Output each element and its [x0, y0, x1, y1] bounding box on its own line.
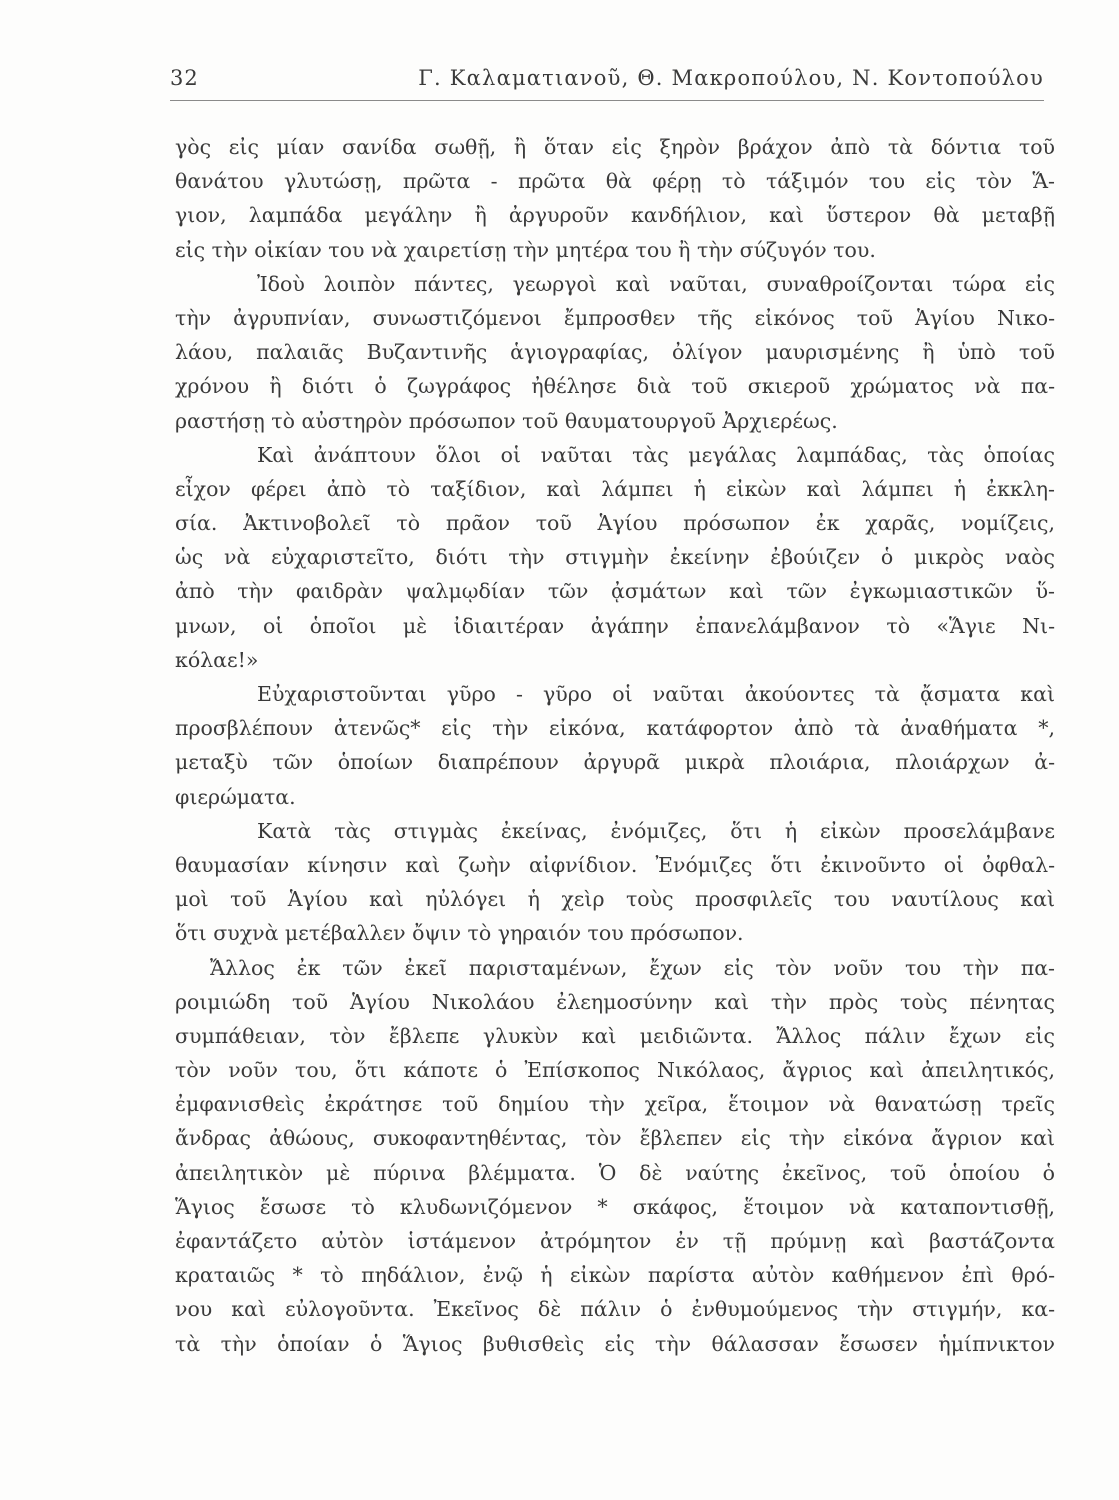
text-line: ἐμφανισθεὶς ἐκράτησε τοῦ δημίου τὴν χεῖρα, ἕτοιμον νὰ θανατώσῃ τρεῖς [175, 1092, 1055, 1117]
running-head: Γ. Καλαματιανοῦ, Θ. Μακροπούλου, Ν. Κοντοπούλου [418, 66, 1044, 90]
text-line: νου καὶ εὐλογοῦντα. Ἐκεῖνος δὲ πάλιν ὁ ἐνθυμούμενος τὴν στιγμήν, κα- [175, 1297, 1055, 1322]
text-line: φιερώματα. [175, 784, 296, 809]
text-line: θαυμασίαν κίνησιν καὶ ζωὴν αἰφνίδιον. Ἐνόμιζες ὅτι ἐκινοῦντο οἱ ὀφθαλ- [175, 852, 1055, 877]
page-header [170, 66, 1044, 96]
text-line: ἄνδρας ἀθώους, συκοφαντηθέντας, τὸν ἔβλεπεν εἰς τὴν εἰκόνα ἄγριον καὶ [175, 1126, 1055, 1151]
page-number: 32 [170, 66, 199, 90]
text-line: προσβλέπουν ἀτενῶς* εἰς τὴν εἰκόνα, κατάφορτον ἀπὸ τὰ ἀναθήματα *, [175, 716, 1055, 741]
text-line: Ἄλλος ἐκ τῶν ἐκεῖ παρισταμένων, ἔχων εἰς τὸν νοῦν του τὴν πα- [210, 955, 1055, 980]
text-line: λάου, παλαιᾶς Βυζαντινῆς ἁγιογραφίας, ὀλίγον μαυρισμένης ἢ ὑπὸ τοῦ [175, 340, 1055, 365]
text-line: μνων, οἱ ὁποῖοι μὲ ἰδιαιτέραν ἀγάπην ἐπανελάμβανον τὸ «Ἅγιε Νι- [175, 613, 1055, 638]
text-line: σία. Ἀκτινοβολεῖ τὸ πρᾶον τοῦ Ἁγίου πρόσωπον ἐκ χαρᾶς, νομίζεις, [175, 511, 1055, 536]
text-line: χρόνου ἢ διότι ὁ ζωγράφος ἠθέλησε διὰ τοῦ σκιεροῦ χρώματος νὰ πα- [175, 374, 1055, 399]
text-line: Κατὰ τὰς στιγμὰς ἐκείνας, ἐνόμιζες, ὅτι ἡ εἰκὼν προσελάμβανε [257, 818, 1055, 843]
text-line: γὸς εἰς μίαν σανίδα σωθῇ, ἢ ὅταν εἰς ξηρὸν βράχον ἀπὸ τὰ δόντια τοῦ [175, 135, 1055, 159]
text-line: μεταξὺ τῶν ὁποίων διαπρέπουν ἀργυρᾶ μικρὰ πλοιάρια, πλοιάρχων ἀ- [175, 750, 1055, 775]
text-line: συμπάθειαν, τὸν ἔβλεπε γλυκὺν καὶ μειδιῶντα. Ἄλλος πάλιν ἔχων εἰς [175, 1023, 1055, 1048]
text-line: Ἰδοὺ λοιπὸν πάντες, γεωργοὶ καὶ ναῦται, συναθροίζονται τώρα εἰς [257, 271, 1055, 296]
text-line: θανάτου γλυτώσῃ, πρῶτα - πρῶτα θὰ φέρῃ τὸ τάξιμόν του εἰς τὸν Ἅ- [175, 169, 1055, 194]
text-line: ὡς νὰ εὐχαριστεῖτο, διότι τὴν στιγμὴν ἐκείνην ἐβούιζεν ὁ μικρὸς ναὸς [175, 545, 1055, 570]
text-line: ἀπὸ τὴν φαιδρὰν ψαλμῳδίαν τῶν ᾀσμάτων καὶ τῶν ἐγκωμιαστικῶν ὕ- [175, 579, 1055, 604]
text-line: μοὶ τοῦ Ἁγίου καὶ ηὐλόγει ἡ χεὶρ τοὺς προσφιλεῖς του ναυτίλους καὶ [175, 887, 1055, 912]
text-line: ὅτι συχνὰ μετέβαλλεν ὄψιν τὸ γηραιόν του πρόσωπον. [175, 921, 744, 946]
text-line: γιον, λαμπάδα μεγάλην ἢ ἀργυροῦν κανδήλιον, καὶ ὕστερον θὰ μεταβῇ [175, 203, 1055, 228]
text-line: τὰ τὴν ὁποίαν ὁ Ἅγιος βυθισθεὶς εἰς τὴν θάλασσαν ἔσωσεν ἡμίπνικτον [175, 1331, 1055, 1356]
text-line: τὴν ἀγρυπνίαν, συνωστιζόμενοι ἔμπροσθεν τῆς εἰκόνος τοῦ Ἁγίου Νικο- [175, 305, 1055, 330]
text-line: ἀπειλητικὸν μὲ πύρινα βλέμματα. Ὁ δὲ ναύτης ἐκεῖνος, τοῦ ὁποίου ὁ [175, 1160, 1055, 1185]
text-line: εἶχον φέρει ἀπὸ τὸ ταξίδιον, καὶ λάμπει ἡ εἰκὼν καὶ λάμπει ἡ ἐκκλη- [175, 476, 1055, 501]
text-line: εἰς τὴν οἰκίαν του νὰ χαιρετίσῃ τὴν μητέρα του ἢ τὴν σύζυγόν του. [175, 237, 876, 262]
text-line: Καὶ ἀνάπτουν ὅλοι οἱ ναῦται τὰς μεγάλας λαμπάδας, τὰς ὁποίας [257, 442, 1055, 467]
text-line: τὸν νοῦν του, ὅτι κάποτε ὁ Ἐπίσκοπος Νικόλαος, ἄγριος καὶ ἀπειλητικός, [175, 1058, 1055, 1083]
text-line: ροιμιώδη τοῦ Ἁγίου Νικολάου ἐλεημοσύνην καὶ τὴν πρὸς τοὺς πένητας [175, 989, 1055, 1014]
body-text [175, 130, 1055, 1361]
text-line: Ἅγιος ἔσωσε τὸ κλυδωνιζόμενον * σκάφος, ἕτοιμον νὰ καταποντισθῇ, [175, 1194, 1055, 1219]
text-line: ραστήσῃ τὸ αὐστηρὸν πρόσωπον τοῦ θαυματουργοῦ Ἀρχιερέως. [175, 408, 838, 433]
header-rule [170, 100, 1044, 101]
text-line: κραταιῶς * τὸ πηδάλιον, ἐνῷ ἡ εἰκὼν παρίστα αὐτὸν καθήμενον ἐπὶ θρό- [175, 1263, 1055, 1288]
text-line: Εὐχαριστοῦνται γῦρο - γῦρο οἱ ναῦται ἀκούοντες τὰ ᾄσματα καὶ [257, 682, 1055, 706]
text-line: ἐφαντάζετο αὐτὸν ἱστάμενον ἀτρόμητον ἐν τῇ πρύμνῃ καὶ βαστάζοντα [175, 1229, 1055, 1253]
text-line: κόλαε!» [175, 647, 259, 672]
